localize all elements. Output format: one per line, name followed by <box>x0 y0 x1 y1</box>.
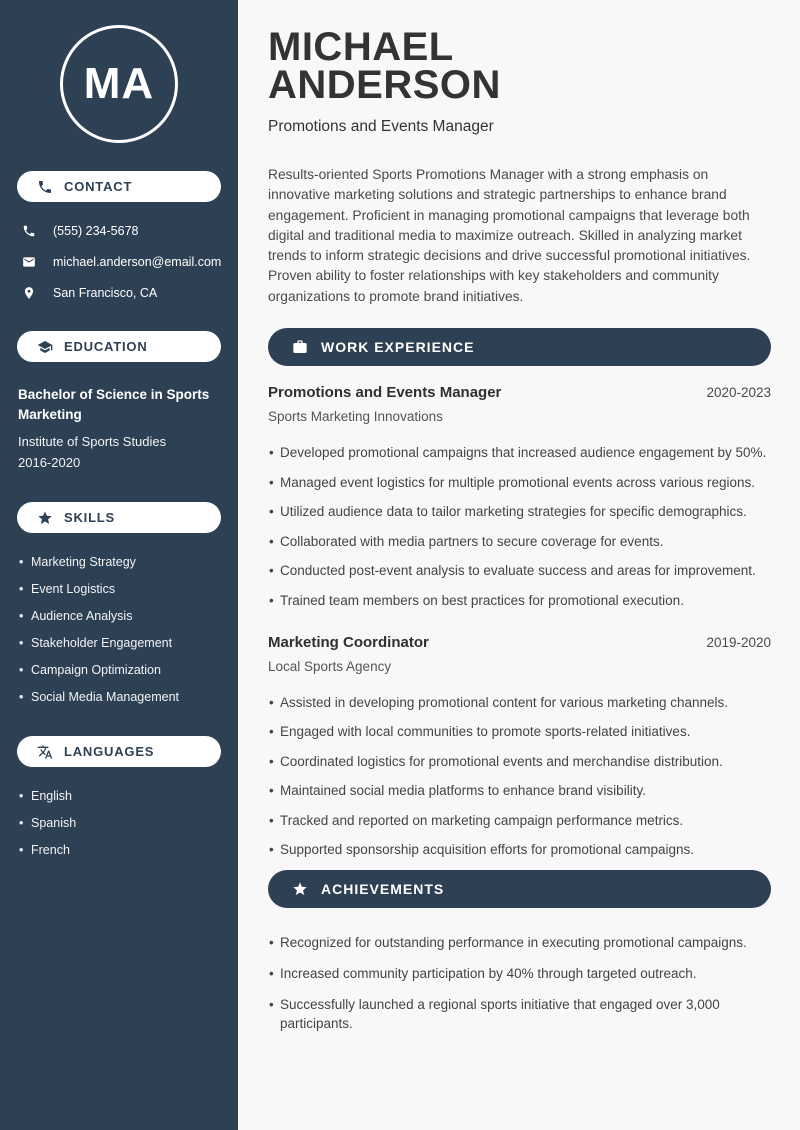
job-bullet: • Tracked and reported on marketing campaign performance metrics. <box>268 811 771 830</box>
avatar <box>60 25 178 143</box>
phone-number: (555) 234-5678 <box>53 224 139 238</box>
job-bullet: • Utilized audience data to tailor marketing strategies for specific demographics. <box>268 502 771 521</box>
education-entry <box>18 385 220 470</box>
job-company: Local Sports Agency <box>268 658 392 674</box>
achievement-bullet: • Successfully launched a regional sports initiative that engaged over 3,000 participants. <box>268 995 771 1033</box>
job-entry <box>268 634 771 860</box>
candidate-name <box>268 25 771 107</box>
job-bullet: • Coordinated logistics for promotional events and merchandise distribution. <box>268 752 771 771</box>
skill-item: • Audience Analysis <box>19 609 238 623</box>
work-experience-section-title: WORK EXPERIENCE <box>321 339 475 356</box>
job-bullet-list <box>268 443 771 610</box>
location-icon <box>22 286 36 300</box>
job-company: Sports Marketing Innovations <box>268 409 443 425</box>
languages-list <box>19 789 238 857</box>
contact-location-row <box>22 286 238 300</box>
job-title: Marketing Coordinator <box>268 633 429 651</box>
job-header <box>268 384 771 401</box>
graduation-cap-icon <box>37 339 53 355</box>
skills-section-title: SKILLS <box>64 510 116 525</box>
achievements-section-title: ACHIEVEMENTS <box>321 880 445 897</box>
education-section-header <box>17 331 221 362</box>
achievements-list <box>268 933 771 1033</box>
job-dates: 2020-2023 <box>706 385 771 401</box>
skill-item: • Campaign Optimization <box>19 663 238 677</box>
job-dates: 2019-2020 <box>706 634 771 650</box>
job-bullet: • Developed promotional campaigns that increased audience engagement by 50%. <box>268 443 771 462</box>
star-icon <box>37 510 53 526</box>
job-bullet: • Collaborated with media partners to secure coverage for events. <box>268 532 771 551</box>
language-item: • Spanish <box>19 816 238 830</box>
avatar-initials: MA <box>83 59 155 108</box>
location-text: San Francisco, CA <box>53 286 158 300</box>
job-bullet: • Managed event logistics for multiple promotional events across various regions. <box>268 473 771 492</box>
education-school: Institute of Sports Studies <box>18 434 167 449</box>
contact-section-title: CONTACT <box>64 179 133 194</box>
sidebar <box>0 0 238 1130</box>
job-entry <box>268 384 771 610</box>
contact-email-row <box>22 255 238 269</box>
skills-section-header <box>17 502 221 533</box>
job-bullet: • Supported sponsorship acquisition efforts for promotional campaigns. <box>268 840 771 859</box>
candidate-last-name: ANDERSON <box>268 63 501 107</box>
job-bullet-list <box>268 693 771 860</box>
job-bullet: • Conducted post-event analysis to evaluate success and areas for improvement. <box>268 561 771 580</box>
candidate-job-title: Promotions and Events Manager <box>268 118 494 135</box>
achievements-section-header <box>268 870 771 908</box>
education-section-title: EDUCATION <box>64 339 148 354</box>
phone-icon <box>37 179 53 195</box>
phone-icon <box>22 224 36 238</box>
email-address: michael.anderson@email.com <box>53 255 222 269</box>
contact-phone-row <box>22 224 238 238</box>
job-header <box>268 634 771 651</box>
work-experience-section-header <box>268 328 771 366</box>
skill-item: • Event Logistics <box>19 582 238 596</box>
language-item: • English <box>19 789 238 803</box>
skill-item: • Marketing Strategy <box>19 555 238 569</box>
contact-list <box>22 224 238 300</box>
star-icon <box>292 881 308 897</box>
candidate-first-name: MICHAEL <box>268 25 454 69</box>
job-bullet: • Trained team members on best practices for promotional execution. <box>268 591 771 610</box>
briefcase-icon <box>292 339 308 355</box>
skill-item: • Stakeholder Engagement <box>19 636 238 650</box>
contact-section-header <box>17 171 221 202</box>
job-bullet: • Maintained social media platforms to enhance brand visibility. <box>268 781 771 800</box>
education-years: 2016-2020 <box>18 455 81 470</box>
education-degree: Bachelor of Science in Sports Marketing <box>18 387 210 422</box>
job-bullet: • Engaged with local communities to promote sports-related initiatives. <box>268 722 771 741</box>
job-title: Promotions and Events Manager <box>268 384 502 402</box>
skill-item: • Social Media Management <box>19 690 238 704</box>
language-item: • French <box>19 843 238 857</box>
skills-list <box>19 555 238 704</box>
email-icon <box>22 255 36 269</box>
languages-section-header <box>17 736 221 767</box>
main-content <box>238 0 800 1130</box>
achievement-bullet: • Increased community participation by 40% through targeted outreach. <box>268 964 771 983</box>
job-bullet: • Assisted in developing promotional content for various marketing channels. <box>268 693 771 712</box>
translate-icon <box>37 744 53 760</box>
languages-section-title: LANGUAGES <box>64 744 155 759</box>
achievement-bullet: • Recognized for outstanding performance in executing promotional campaigns. <box>268 933 771 952</box>
summary-paragraph: Results-oriented Sports Promotions Manager with a strong emphasis on innovative marketing solutions and strategic partnerships to enhance brand engagement. Proficient in managing promotional campaigns that leverage both digital and traditional media to maximize outreach. Skilled in analyzing market trends to inform strategic decisions and drive successful promotional initiatives. Proven ability to foster relationships with key stakeholders and community organizations to promote brand initiatives. <box>268 167 751 304</box>
